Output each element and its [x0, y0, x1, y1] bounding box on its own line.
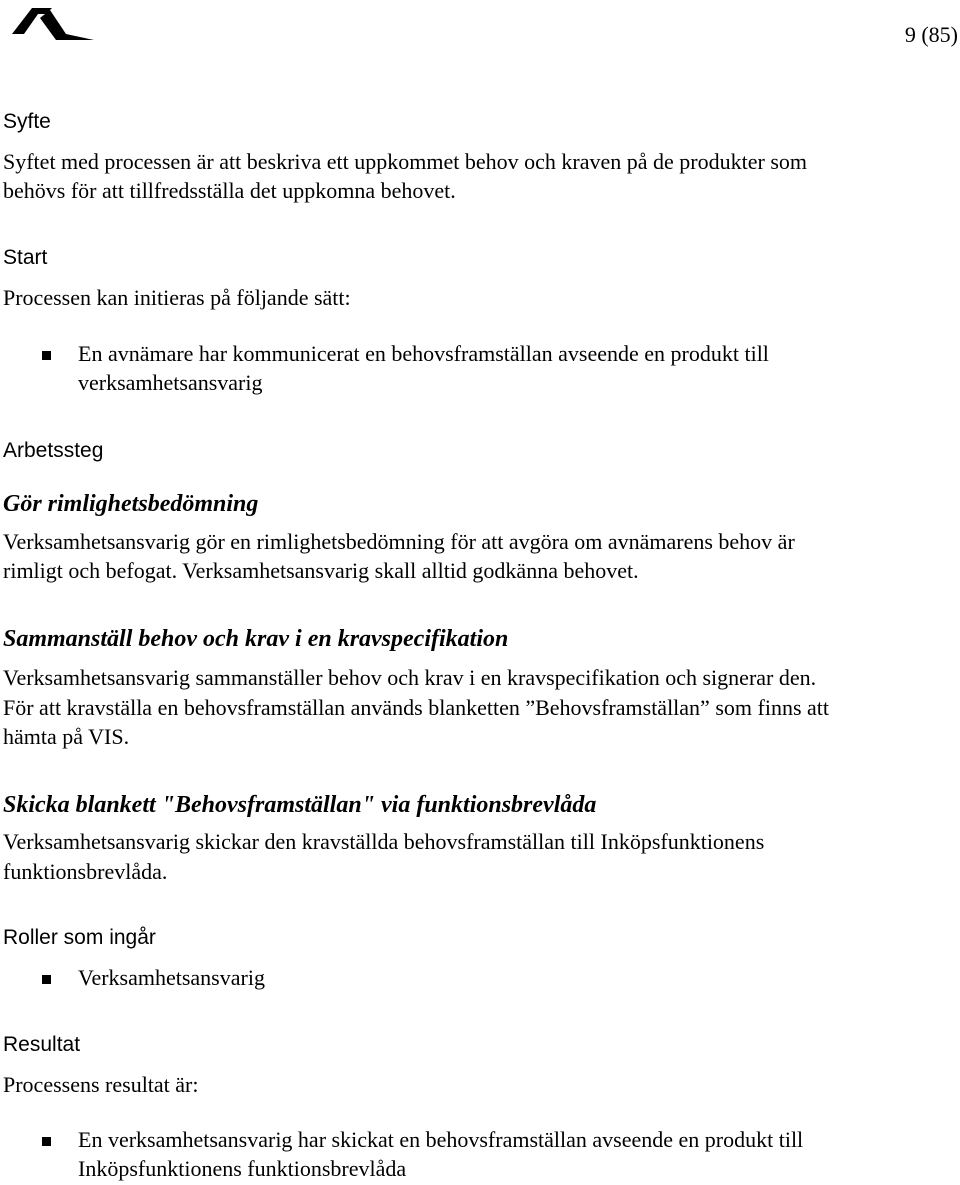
step-3-line-2: funktionsbrevlåda.	[3, 859, 168, 884]
company-logo	[10, 4, 96, 44]
syfte-text-line-2: behövs för att tillfredsställa det uppkomna behovet.	[3, 178, 456, 203]
step-2-line-1: Verksamhetsansvarig sammanställer behov och krav i en kravspecifikation och signerar den.	[3, 665, 817, 690]
resultat-bullet-line-2: Inköpsfunktionens funktionsbrevlåda	[78, 1156, 407, 1181]
step-1-line-1: Verksamhetsansvarig gör en rimlighetsbedömning för att avgöra om avnämarens behov är	[3, 529, 795, 554]
section-heading-resultat: Resultat	[3, 1033, 81, 1056]
section-heading-arbetssteg: Arbetssteg	[3, 439, 104, 462]
step-title-3: Skicka blankett "Behovsframställan" via funktionsbrevlåda	[3, 792, 597, 818]
bullet-marker	[42, 351, 51, 360]
roller-bullet: Verksamhetsansvarig	[78, 965, 265, 990]
step-2-line-2: För att kravställa en behovsframställan används blanketten ”Behovsframställan” som finns att	[3, 695, 829, 720]
step-title-2: Sammanställ behov och krav i en kravspecifikation	[3, 626, 509, 652]
section-heading-roller: Roller som ingår	[3, 926, 156, 949]
step-title-1: Gör rimlighetsbedömning	[3, 491, 259, 517]
start-bullet-line-1: En avnämare har kommunicerat en behovsframställan avseende en produkt till	[78, 341, 769, 366]
section-heading-syfte: Syfte	[3, 110, 51, 133]
page-number: 9 (85)	[904, 22, 958, 47]
bullet-marker	[42, 975, 51, 984]
resultat-bullet-line-1: En verksamhetsansvarig har skickat en behovsframställan avseende en produkt till	[78, 1127, 804, 1152]
bullet-marker	[42, 1137, 51, 1146]
syfte-text-line-1: Syftet med processen är att beskriva ett uppkommet behov och kraven på de produkter som	[3, 149, 807, 174]
step-2-line-3: hämta på VIS.	[3, 724, 130, 749]
start-intro: Processen kan initieras på följande sätt:	[3, 285, 351, 310]
step-1-line-2: rimligt och befogat. Verksamhetsansvarig skall alltid godkänna behovet.	[3, 558, 639, 583]
step-3-line-1: Verksamhetsansvarig skickar den kravställda behovsframställan till Inköpsfunktionens	[3, 829, 765, 854]
section-heading-start: Start	[3, 246, 48, 269]
start-bullet-line-2: verksamhetsansvarig	[78, 370, 263, 395]
resultat-intro: Processens resultat är:	[3, 1072, 199, 1097]
